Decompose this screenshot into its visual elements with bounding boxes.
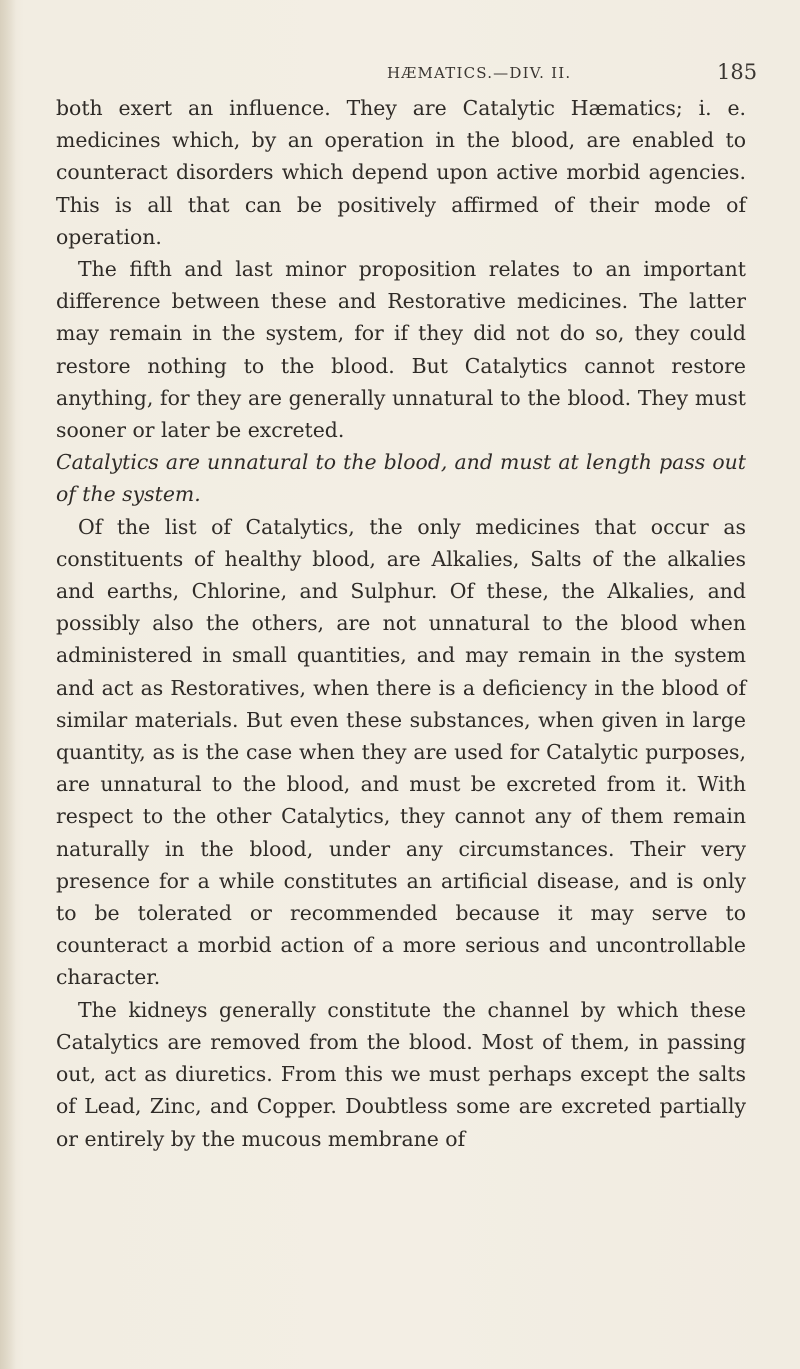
page-header: [0, 60, 800, 90]
running-head: HÆMATICS.—DIV. II.: [387, 64, 572, 82]
page-number: 185: [717, 60, 758, 84]
proposition-statement: Catalytics are unnatural to the blood, and must at length pass out of the system.: [56, 450, 746, 507]
paragraph-catalytics-list: Of the list of Catalytics, the only medicines that occur as constituents of healthy blood, are Alkalies, Salts of the alkalies and earths, Chlorine, and Sulphur. Of these, the Alkalies, and possibly also the others, are not unnatural to the blood when administered in small quantities, and may remain in the system and act as Restoratives, when there is a deficiency in the blood of similar materials. But even these substances, when given in large quantity, as is the case when they are used for Catalytic purposes, are unnatural to the blood, and must be excreted from it. With respect to the other Catalytics, they cannot any of them remain naturally in the blood, under any circumstances. Their very presence for a while constitutes an artificial disease, and is only to be tolerated or recommended because it may serve to counteract a morbid action of a more serious and uncontrollable character.: [56, 514, 746, 990]
paragraph-kidneys: The kidneys generally constitute the channel by which these Catalytics are removed from the blood. Most of them, in passing out, act as diuretics. From this we must perhaps except the salts of Lead, Zinc, and Copper. Doubtless some are excreted partially or entirely by the mucous membrane of: [56, 997, 746, 1151]
paragraph-fifth-proposition: The fifth and last minor proposition relates to an important difference between these and Restorative medicines. The latter may remain in the system, for if they did not do so, they could restore nothing to the blood. But Catalytics cannot restore anything, for they are generally unnatural to the blood. They must sooner or later be excreted.: [56, 257, 746, 443]
paragraph-continuation: both exert an influence. They are Catalytic Hæmatics; i. e. medicines which, by an operation in the blood, are enabled to counteract disorders which depend upon active morbid agencies. This is all that can be positively affirmed of their mode of operation.: [56, 96, 746, 249]
body-text: [56, 92, 746, 1155]
page-gutter-shadow: [0, 0, 16, 1369]
